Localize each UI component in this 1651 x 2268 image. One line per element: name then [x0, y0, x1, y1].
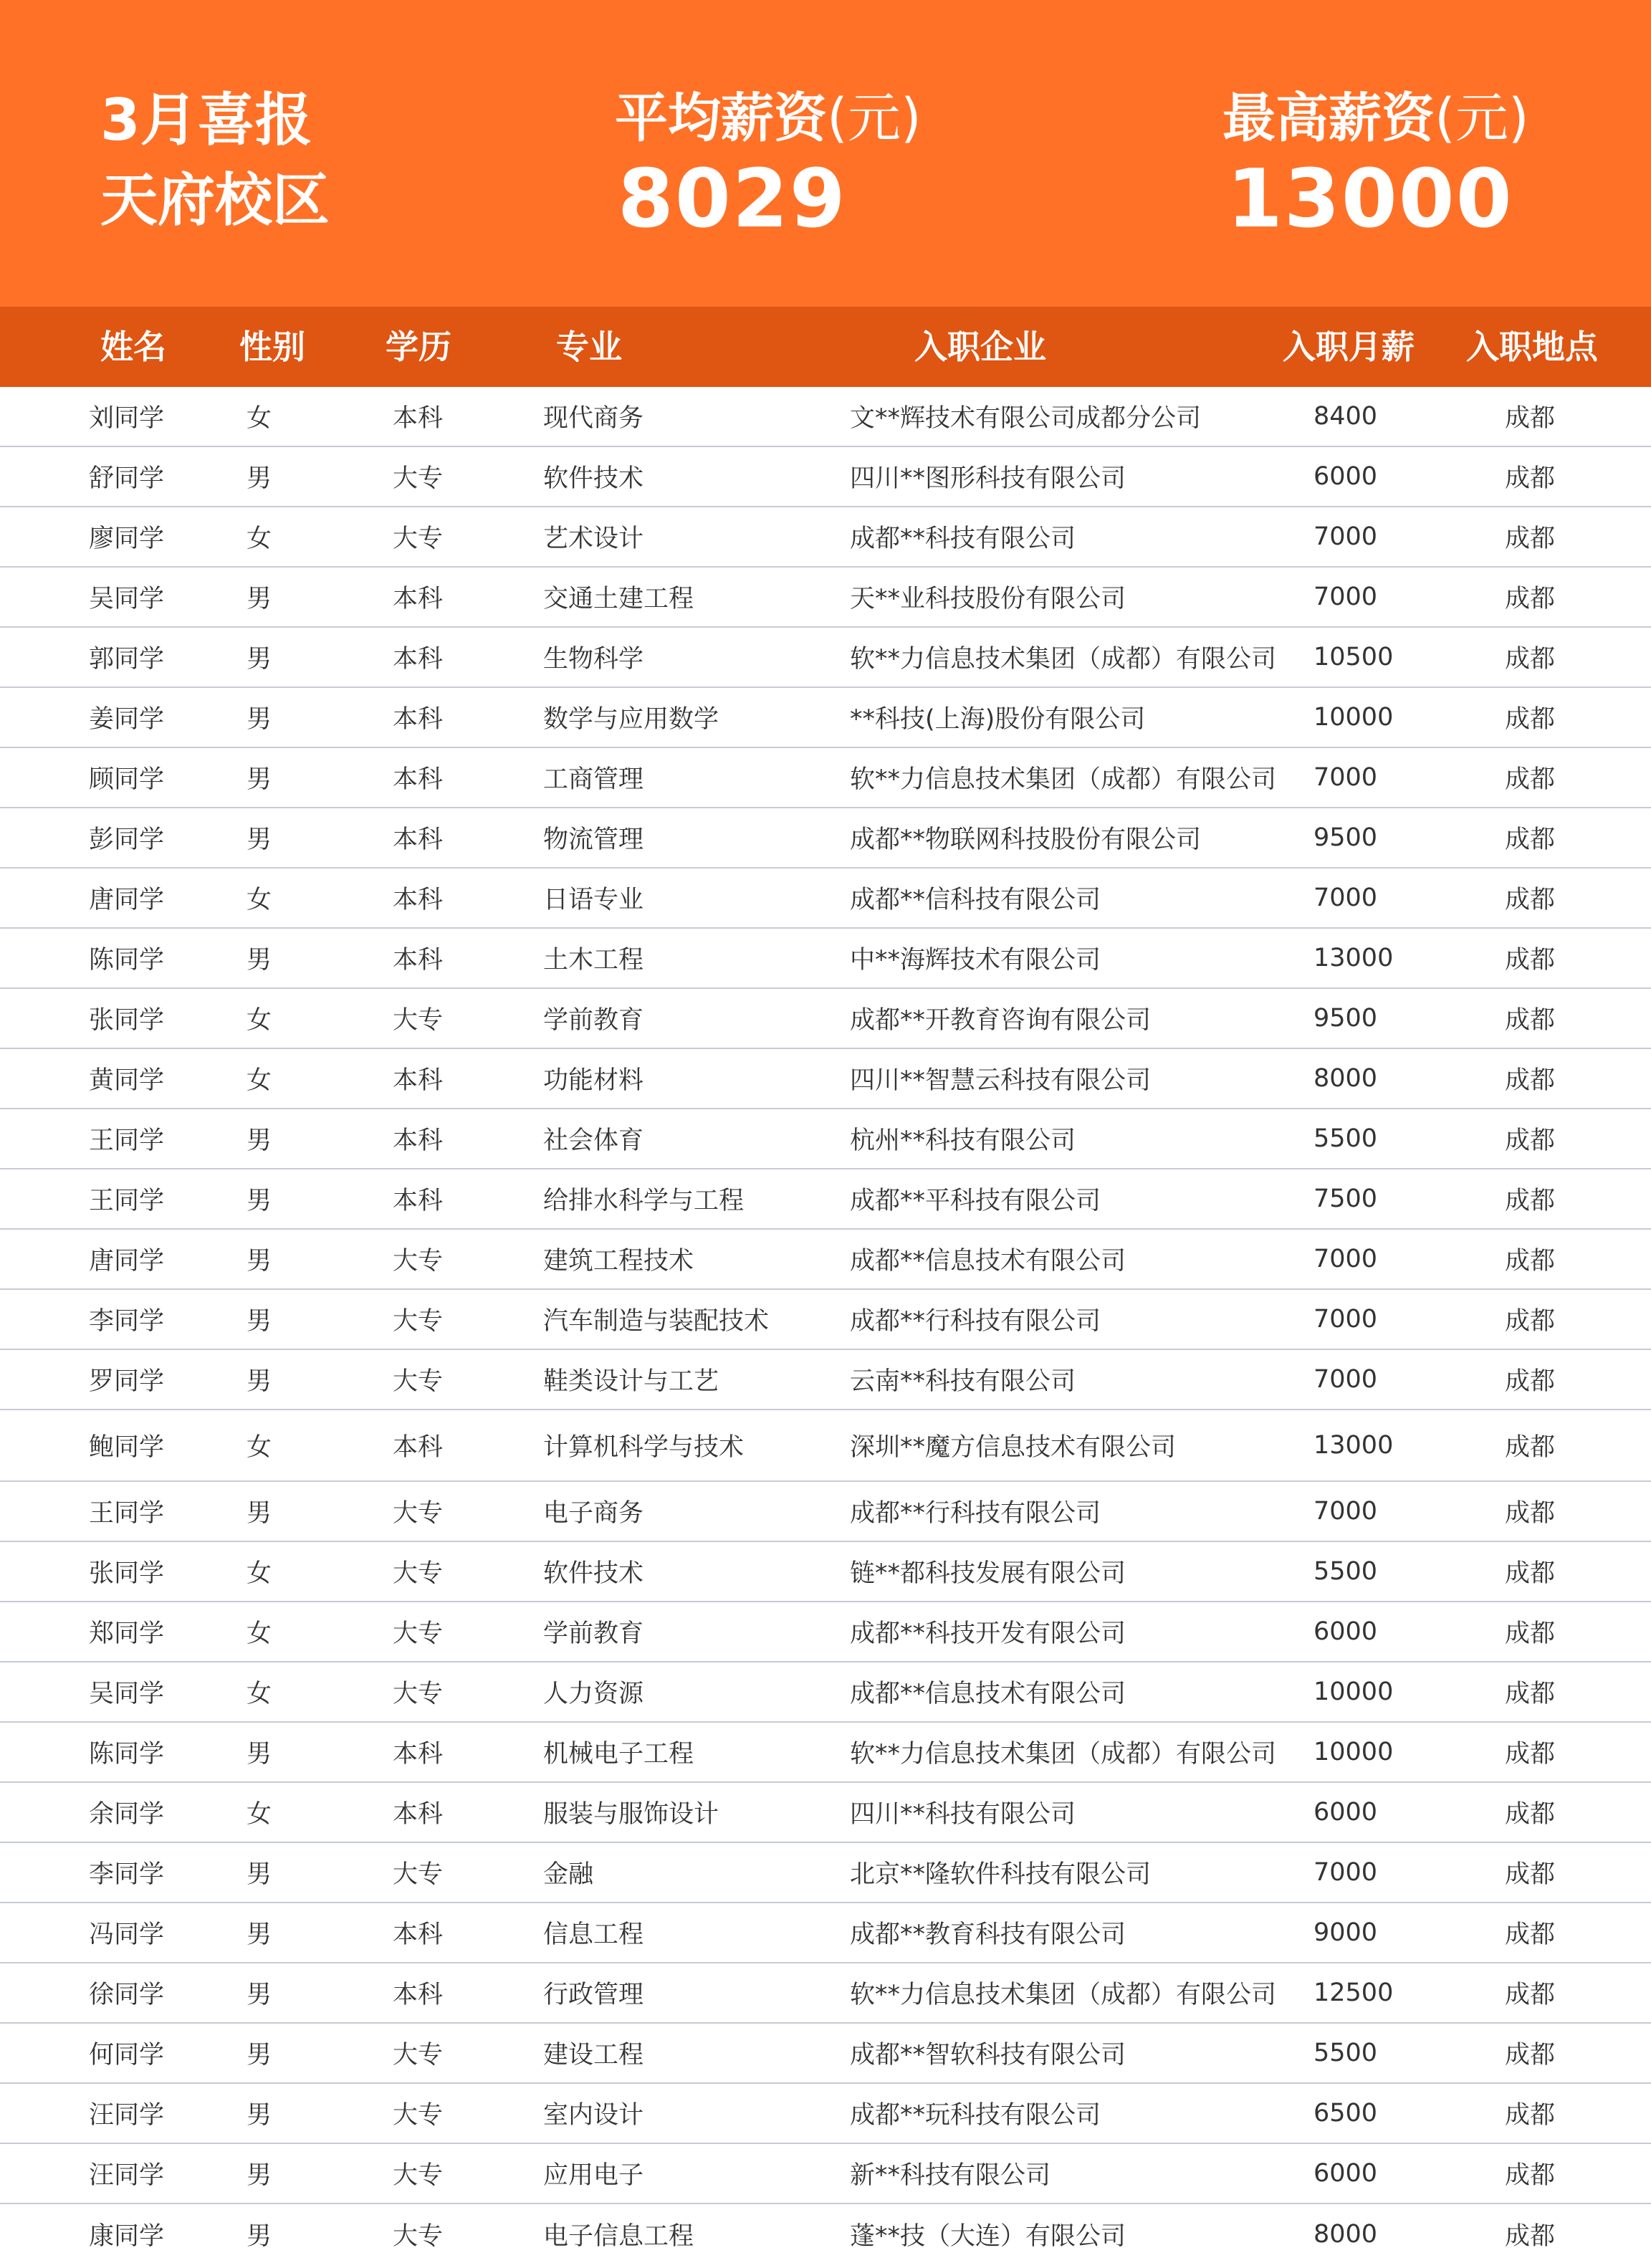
cell-education: 大专 [393, 1006, 444, 1035]
cell-name: 顾同学 [89, 765, 165, 794]
table-row [0, 688, 1651, 748]
cell-name: 郭同学 [89, 645, 165, 674]
cell-name: 王同学 [89, 1126, 165, 1155]
cell-salary: 7000 [1313, 1365, 1378, 1394]
cell-major: 软件技术 [543, 464, 644, 493]
cell-education: 本科 [393, 826, 444, 854]
cell-major: 计算机科学与技术 [543, 1433, 745, 1462]
cell-salary: 7500 [1313, 1185, 1378, 1213]
cell-gender: 男 [247, 1740, 272, 1769]
cell-location: 成都 [1505, 1433, 1556, 1462]
cell-education: 大专 [393, 1499, 444, 1528]
cell-gender: 男 [247, 1307, 272, 1336]
max-salary-unit: (元) [1435, 87, 1529, 149]
cell-company: 成都**科技开发有限公司 [850, 1619, 1126, 1648]
cell-company: 成都**玩科技有限公司 [850, 2101, 1101, 2130]
avg-salary-unit: (元) [827, 87, 922, 149]
cell-name: 余同学 [89, 1800, 165, 1829]
cell-salary: 9500 [1313, 823, 1378, 852]
table-row [0, 1482, 1651, 1542]
cell-company: 四川**智慧云科技有限公司 [850, 1066, 1152, 1095]
table-row [0, 568, 1651, 628]
cell-company: **科技(上海)股份有限公司 [850, 705, 1146, 734]
avg-salary-label [615, 87, 922, 149]
cell-gender: 男 [247, 2161, 272, 2190]
cell-major: 人力资源 [543, 1680, 644, 1708]
cell-name: 汪同学 [89, 2101, 165, 2130]
cell-location: 成都 [1505, 1740, 1556, 1769]
report-title: 3月喜报 [100, 87, 312, 153]
cell-gender: 男 [247, 585, 272, 613]
cell-company: 成都**物联网科技股份有限公司 [850, 826, 1202, 854]
cell-major: 软件技术 [543, 1559, 644, 1588]
cell-salary: 6000 [1313, 1617, 1378, 1646]
cell-education: 本科 [393, 404, 444, 433]
cell-salary: 6000 [1313, 1798, 1378, 1827]
cell-major: 机械电子工程 [543, 1740, 694, 1769]
header-banner [0, 0, 1651, 307]
cell-education: 本科 [393, 1800, 444, 1829]
table-row [0, 1169, 1651, 1230]
header-company: 入职企业 [914, 327, 1046, 366]
cell-name: 王同学 [89, 1499, 165, 1528]
cell-gender: 男 [247, 765, 272, 794]
cell-major: 鞋类设计与工艺 [543, 1367, 719, 1396]
table-row [0, 1723, 1651, 1783]
cell-gender: 女 [247, 1006, 272, 1035]
cell-salary: 5500 [1313, 1124, 1378, 1153]
cell-salary: 7000 [1313, 1245, 1378, 1273]
cell-name: 张同学 [89, 1559, 165, 1588]
cell-education: 本科 [393, 1740, 444, 1769]
cell-location: 成都 [1505, 2222, 1556, 2251]
cell-company: 成都**信息技术有限公司 [850, 1247, 1126, 1276]
cell-gender: 男 [247, 705, 272, 734]
cell-salary: 12500 [1313, 1978, 1394, 2007]
cell-company: 成都**智软科技有限公司 [850, 2041, 1126, 2070]
cell-major: 室内设计 [543, 2101, 644, 2130]
cell-salary: 7000 [1313, 884, 1378, 912]
cell-name: 鲍同学 [89, 1433, 165, 1462]
cell-location: 成都 [1505, 1187, 1556, 1215]
campus-name: 天府校区 [100, 167, 330, 234]
cell-location: 成都 [1505, 404, 1556, 433]
cell-company: 软**力信息技术集团（成都）有限公司 [850, 645, 1277, 674]
cell-gender: 男 [247, 1187, 272, 1215]
cell-salary: 6500 [1313, 2099, 1378, 2128]
table-row [0, 387, 1651, 447]
cell-salary: 7000 [1313, 522, 1378, 551]
cell-salary: 9000 [1313, 1918, 1378, 1947]
cell-education: 本科 [393, 585, 444, 613]
cell-education: 大专 [393, 2161, 444, 2190]
cell-name: 廖同学 [89, 525, 165, 553]
table-header [0, 307, 1651, 387]
cell-major: 土木工程 [543, 946, 644, 975]
cell-education: 大专 [393, 2041, 444, 2070]
table-row [0, 1963, 1651, 2024]
cell-salary: 8000 [1313, 1064, 1378, 1093]
cell-salary: 10000 [1313, 1738, 1394, 1766]
cell-company: 成都**信科技有限公司 [850, 886, 1101, 914]
table-row [0, 1843, 1651, 1903]
table-row [0, 748, 1651, 808]
cell-company: 成都**科技有限公司 [850, 525, 1076, 553]
cell-company: 云南**科技有限公司 [850, 1367, 1076, 1396]
table-row [0, 1350, 1651, 1410]
avg-salary-value: 8029 [618, 153, 847, 246]
cell-gender: 男 [247, 2222, 272, 2251]
cell-company: 软**力信息技术集团（成都）有限公司 [850, 1981, 1277, 2009]
cell-salary: 7000 [1313, 1497, 1378, 1526]
cell-gender: 女 [247, 1619, 272, 1648]
cell-company: 四川**图形科技有限公司 [850, 464, 1126, 493]
cell-education: 本科 [393, 1433, 444, 1462]
cell-name: 王同学 [89, 1187, 165, 1215]
cell-location: 成都 [1505, 1367, 1556, 1396]
cell-education: 大专 [393, 1860, 444, 1889]
cell-company: 成都**行科技有限公司 [850, 1307, 1101, 1336]
cell-name: 唐同学 [89, 1247, 165, 1276]
cell-company: 成都**行科技有限公司 [850, 1499, 1101, 1528]
max-salary-label [1222, 87, 1529, 149]
cell-major: 应用电子 [543, 2161, 644, 2190]
cell-gender: 女 [247, 1680, 272, 1708]
cell-major: 学前教育 [543, 1006, 644, 1035]
cell-education: 本科 [393, 765, 444, 794]
table-row [0, 2144, 1651, 2204]
cell-gender: 女 [247, 525, 272, 553]
cell-location: 成都 [1505, 946, 1556, 975]
cell-education: 大专 [393, 1247, 444, 1276]
cell-salary: 5500 [1313, 2039, 1378, 2067]
cell-major: 服装与服饰设计 [543, 1800, 719, 1829]
cell-name: 郑同学 [89, 1619, 165, 1648]
cell-name: 康同学 [89, 2222, 165, 2251]
cell-major: 工商管理 [543, 765, 644, 794]
cell-company: 成都**平科技有限公司 [850, 1187, 1101, 1215]
cell-location: 成都 [1505, 1800, 1556, 1829]
cell-gender: 男 [247, 2101, 272, 2130]
cell-company: 成都**教育科技有限公司 [850, 1920, 1126, 1949]
cell-major: 功能材料 [543, 1066, 644, 1095]
cell-gender: 男 [247, 826, 272, 854]
header-gender: 性别 [239, 327, 305, 366]
cell-name: 黄同学 [89, 1066, 165, 1095]
cell-location: 成都 [1505, 886, 1556, 914]
cell-location: 成都 [1505, 826, 1556, 854]
cell-major: 信息工程 [543, 1920, 644, 1949]
cell-name: 何同学 [89, 2041, 165, 2070]
cell-major: 艺术设计 [543, 525, 644, 553]
cell-name: 刘同学 [89, 404, 165, 433]
cell-education: 大专 [393, 525, 444, 553]
cell-major: 建筑工程技术 [543, 1247, 694, 1276]
table-row [0, 1662, 1651, 1723]
cell-location: 成都 [1505, 1247, 1556, 1276]
cell-name: 彭同学 [89, 826, 165, 854]
max-salary-value: 13000 [1227, 153, 1513, 246]
cell-name: 唐同学 [89, 886, 165, 914]
header-major: 专业 [556, 327, 622, 366]
cell-major: 给排水科学与工程 [543, 1187, 745, 1215]
cell-company: 四川**科技有限公司 [850, 1800, 1076, 1829]
cell-education: 大专 [393, 2222, 444, 2251]
cell-gender: 女 [247, 1800, 272, 1829]
cell-major: 社会体育 [543, 1126, 644, 1155]
cell-education: 大专 [393, 464, 444, 493]
cell-education: 本科 [393, 1126, 444, 1155]
cell-gender: 男 [247, 1367, 272, 1396]
cell-name: 吴同学 [89, 585, 165, 613]
table-row [0, 1602, 1651, 1662]
table-row [0, 1290, 1651, 1350]
cell-salary: 7000 [1313, 1305, 1378, 1334]
avg-salary-label-text: 平均薪资 [615, 87, 827, 149]
cell-salary: 6000 [1313, 462, 1378, 491]
table-row [0, 929, 1651, 989]
cell-gender: 女 [247, 886, 272, 914]
cell-company: 软**力信息技术集团（成都）有限公司 [850, 765, 1277, 794]
cell-name: 陈同学 [89, 1740, 165, 1769]
cell-salary: 7000 [1313, 583, 1378, 611]
cell-name: 汪同学 [89, 2161, 165, 2190]
header-name: 姓名 [100, 327, 166, 366]
cell-location: 成都 [1505, 1559, 1556, 1588]
cell-gender: 男 [247, 645, 272, 674]
table-row [0, 1410, 1651, 1482]
cell-gender: 女 [247, 1559, 272, 1588]
cell-major: 电子商务 [543, 1499, 644, 1528]
header-location: 入职地点 [1466, 327, 1598, 366]
cell-location: 成都 [1505, 1307, 1556, 1336]
cell-gender: 男 [247, 2041, 272, 2070]
cell-salary: 6000 [1313, 2159, 1378, 2188]
cell-education: 本科 [393, 946, 444, 975]
cell-location: 成都 [1505, 585, 1556, 613]
cell-salary: 9500 [1313, 1004, 1378, 1033]
cell-company: 成都**信息技术有限公司 [850, 1680, 1126, 1708]
cell-location: 成都 [1505, 645, 1556, 674]
cell-name: 罗同学 [89, 1367, 165, 1396]
cell-major: 物流管理 [543, 826, 644, 854]
cell-major: 行政管理 [543, 1981, 644, 2009]
cell-salary: 7000 [1313, 1858, 1378, 1887]
cell-education: 本科 [393, 1066, 444, 1095]
cell-major: 金融 [543, 1860, 594, 1889]
cell-location: 成都 [1505, 2161, 1556, 2190]
cell-name: 李同学 [89, 1307, 165, 1336]
cell-location: 成都 [1505, 1981, 1556, 2009]
cell-location: 成都 [1505, 2041, 1556, 2070]
cell-education: 本科 [393, 1981, 444, 2009]
header-education: 学历 [386, 327, 451, 366]
cell-location: 成都 [1505, 1619, 1556, 1648]
cell-salary: 13000 [1313, 944, 1394, 972]
cell-company: 深圳**魔方信息技术有限公司 [850, 1433, 1177, 1462]
cell-company: 成都**开教育咨询有限公司 [850, 1006, 1152, 1035]
cell-gender: 男 [247, 1860, 272, 1889]
cell-gender: 女 [247, 1066, 272, 1095]
cell-salary: 13000 [1313, 1431, 1394, 1460]
header-salary: 入职月薪 [1283, 327, 1415, 366]
cell-education: 本科 [393, 886, 444, 914]
table-row [0, 1903, 1651, 1963]
cell-location: 成都 [1505, 1680, 1556, 1708]
cell-education: 大专 [393, 2101, 444, 2130]
cell-salary: 10000 [1313, 1678, 1394, 1706]
cell-education: 大专 [393, 1307, 444, 1336]
table-row [0, 989, 1651, 1049]
cell-company: 软**力信息技术集团（成都）有限公司 [850, 1740, 1277, 1769]
cell-gender: 女 [247, 404, 272, 433]
cell-education: 本科 [393, 705, 444, 734]
table-row [0, 1542, 1651, 1602]
cell-location: 成都 [1505, 1006, 1556, 1035]
cell-major: 生物科学 [543, 645, 644, 674]
cell-education: 大专 [393, 1367, 444, 1396]
table-row [0, 507, 1651, 568]
cell-company: 文**辉技术有限公司成都分公司 [850, 404, 1202, 433]
cell-location: 成都 [1505, 1126, 1556, 1155]
cell-major: 日语专业 [543, 886, 644, 914]
cell-gender: 男 [247, 1499, 272, 1528]
cell-gender: 男 [247, 1126, 272, 1155]
table-row [0, 869, 1651, 929]
cell-location: 成都 [1505, 1499, 1556, 1528]
table-row [0, 808, 1651, 869]
cell-gender: 男 [247, 464, 272, 493]
cell-location: 成都 [1505, 525, 1556, 553]
table-row [0, 2024, 1651, 2084]
table-row [0, 1230, 1651, 1290]
table-row [0, 1049, 1651, 1109]
cell-major: 汽车制造与装配技术 [543, 1307, 770, 1336]
cell-company: 新**科技有限公司 [850, 2161, 1051, 2190]
cell-gender: 男 [247, 1920, 272, 1949]
cell-major: 电子信息工程 [543, 2222, 694, 2251]
table-row [0, 628, 1651, 688]
table-row [0, 2204, 1651, 2264]
cell-name: 张同学 [89, 1006, 165, 1035]
cell-education: 大专 [393, 1680, 444, 1708]
cell-education: 本科 [393, 645, 444, 674]
cell-salary: 10000 [1313, 703, 1394, 732]
cell-gender: 女 [247, 1433, 272, 1462]
cell-gender: 男 [247, 1247, 272, 1276]
cell-gender: 男 [247, 1981, 272, 2009]
cell-education: 本科 [393, 1187, 444, 1215]
cell-location: 成都 [1505, 705, 1556, 734]
cell-salary: 10500 [1313, 643, 1394, 671]
cell-major: 数学与应用数学 [543, 705, 719, 734]
cell-education: 大专 [393, 1619, 444, 1648]
cell-location: 成都 [1505, 1920, 1556, 1949]
cell-major: 现代商务 [543, 404, 644, 433]
cell-major: 学前教育 [543, 1619, 644, 1648]
cell-company: 杭州**科技有限公司 [850, 1126, 1076, 1155]
cell-company: 蓬**技（大连）有限公司 [850, 2222, 1126, 2251]
cell-location: 成都 [1505, 464, 1556, 493]
cell-name: 吴同学 [89, 1680, 165, 1708]
max-salary-label-text: 最高薪资 [1222, 87, 1435, 149]
cell-location: 成都 [1505, 1860, 1556, 1889]
cell-salary: 5500 [1313, 1557, 1378, 1586]
cell-salary: 8400 [1313, 402, 1378, 431]
cell-name: 李同学 [89, 1860, 165, 1889]
cell-major: 交通土建工程 [543, 585, 694, 613]
cell-salary: 8000 [1313, 2220, 1378, 2249]
cell-major: 建设工程 [543, 2041, 644, 2070]
cell-gender: 男 [247, 946, 272, 975]
cell-education: 本科 [393, 1920, 444, 1949]
cell-company: 天**业科技股份有限公司 [850, 585, 1126, 613]
table-body [0, 387, 1651, 2264]
cell-salary: 7000 [1313, 763, 1378, 792]
cell-company: 链**都科技发展有限公司 [850, 1559, 1126, 1588]
cell-name: 陈同学 [89, 946, 165, 975]
cell-location: 成都 [1505, 765, 1556, 794]
cell-company: 北京**隆软件科技有限公司 [850, 1860, 1152, 1889]
cell-location: 成都 [1505, 2101, 1556, 2130]
table-row [0, 2084, 1651, 2144]
table-row [0, 1783, 1651, 1843]
table-row [0, 447, 1651, 507]
cell-education: 大专 [393, 1559, 444, 1588]
cell-name: 舒同学 [89, 464, 165, 493]
cell-company: 中**海辉技术有限公司 [850, 946, 1101, 975]
cell-name: 冯同学 [89, 1920, 165, 1949]
table-row [0, 1109, 1651, 1169]
cell-location: 成都 [1505, 1066, 1556, 1095]
cell-name: 姜同学 [89, 705, 165, 734]
cell-name: 徐同学 [89, 1981, 165, 2009]
